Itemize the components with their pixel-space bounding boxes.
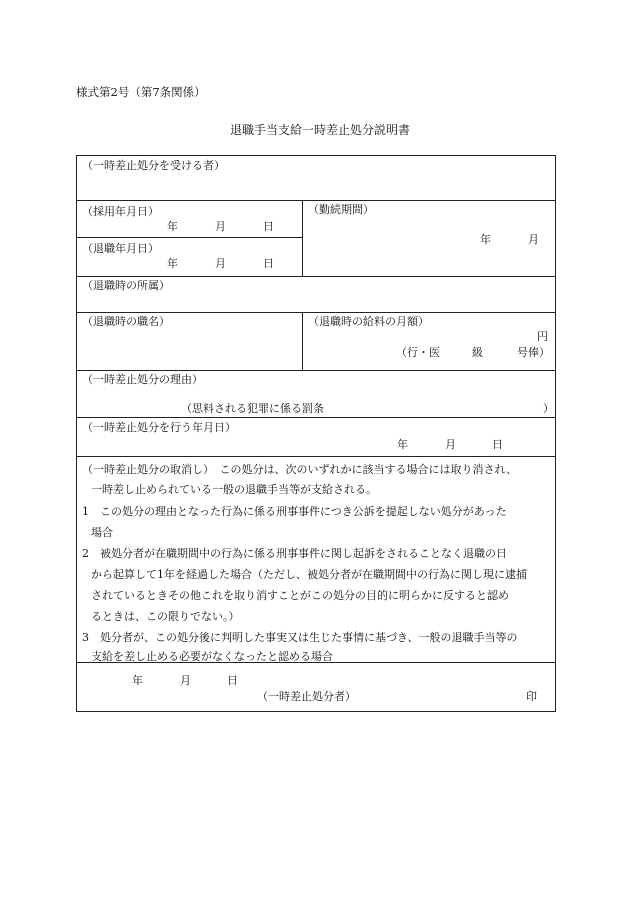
salary-grade-gohou: 号俸） <box>517 346 550 359</box>
penalty-clause-label: （思料される犯罪に係る罰条 <box>181 402 324 415</box>
cancellation-line: から起算して1年を経過した場合（ただし、被処分者が在職期間中の行為に関し現に逮捕 <box>91 568 527 581</box>
position-label: （退職時の職名） <box>82 315 170 328</box>
action-date-label: （一時差止処分を行う年月日） <box>82 421 236 434</box>
action-date-month: 月 <box>445 438 456 451</box>
salary-label: （退職時の給料の月額） <box>308 315 429 328</box>
cancellation-line: 場合 <box>91 526 113 539</box>
seal-mark: 印 <box>526 690 537 703</box>
retire-date-month: 月 <box>215 257 226 270</box>
signature-day: 日 <box>227 674 238 687</box>
row-divider <box>77 417 555 418</box>
row-divider <box>77 237 302 238</box>
cancellation-line: 3 処分者が、この処分後に判明した事実又は生じた事情に基づき、一般の退職手当等の <box>82 631 518 644</box>
department-label: （退職時の所属） <box>82 279 170 292</box>
subject-label: （一時差止処分を受ける者） <box>82 159 225 172</box>
service-period-label: （勤続期間） <box>308 203 374 216</box>
issuer-label: （一時差止処分者） <box>257 690 356 703</box>
signature-month: 月 <box>180 674 191 687</box>
column-divider <box>302 200 303 276</box>
retire-date-label: （退職年月日） <box>82 242 159 255</box>
disposition-form-table <box>76 155 556 712</box>
cancellation-line: 支給を差し止める必要がなくなったと認める場合 <box>91 650 333 663</box>
cancellation-line: 一時差し止められている一般の退職手当等が支給される。 <box>91 483 377 496</box>
cancellation-line: 1 この処分の理由となった行為に係る刑事事件につき公訴を提起しない処分があった <box>82 505 507 518</box>
salary-yen: 円 <box>537 330 548 343</box>
action-date-day: 日 <box>492 438 503 451</box>
reason-label: （一時差止処分の理由） <box>82 373 203 386</box>
hire-date-month: 月 <box>215 220 226 233</box>
form-number: 様式第2号（第7条関係） <box>76 85 206 99</box>
row-divider <box>77 276 555 277</box>
signature-year: 年 <box>132 674 143 687</box>
row-divider <box>77 370 555 371</box>
cancellation-line: るときは、この限りでない。） <box>91 610 240 623</box>
retire-date-day: 日 <box>263 257 274 270</box>
service-period-month: 月 <box>528 233 539 246</box>
hire-date-label: （採用年月日） <box>82 205 159 218</box>
column-divider <box>302 312 303 370</box>
action-date-year: 年 <box>397 438 408 451</box>
row-divider <box>77 456 555 457</box>
salary-grade-kyu: 級 <box>472 346 483 359</box>
service-period-year: 年 <box>480 233 491 246</box>
cancellation-line: （一時差止処分の取消し） この処分は、次のいずれかに該当する場合には取り消され、 <box>82 463 518 476</box>
row-divider <box>77 200 555 201</box>
hire-date-day: 日 <box>263 220 274 233</box>
hire-date-year: 年 <box>167 220 178 233</box>
cancellation-line: されているときその他これを取り消すことがこの処分の目的に明らかに反すると認め <box>91 589 509 602</box>
retire-date-year: 年 <box>167 257 178 270</box>
penalty-clause-close: ） <box>543 402 554 415</box>
salary-grade-open: （行・医 <box>396 346 440 359</box>
row-divider <box>77 312 555 313</box>
document-title: 退職手当支給一時差止処分説明書 <box>230 123 411 137</box>
cancellation-line: 2 被処分者が在職期間中の行為に係る刑事事件に関し起訴をされることなく退職の日 <box>82 547 507 560</box>
